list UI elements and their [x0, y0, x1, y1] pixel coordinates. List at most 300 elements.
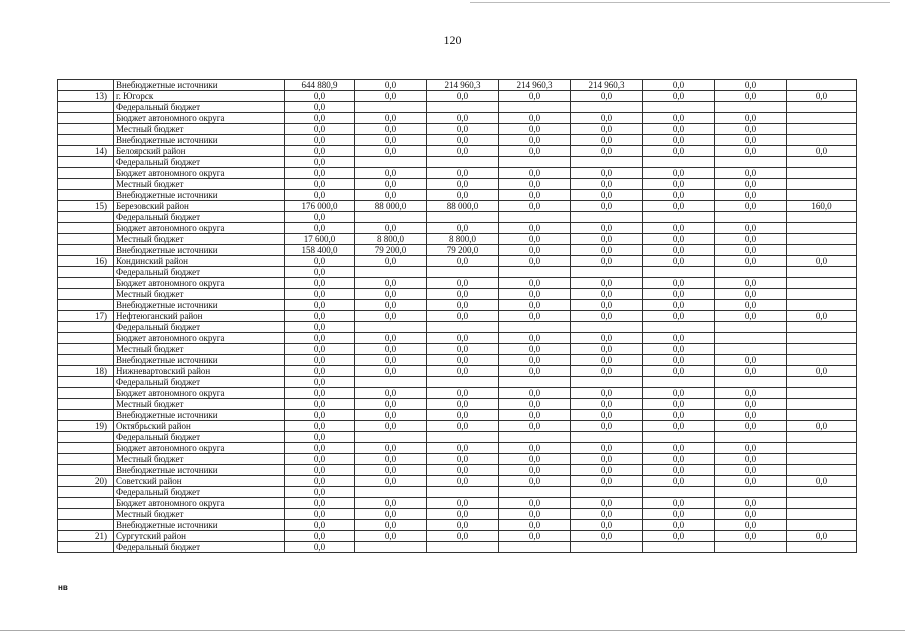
value-cell: [571, 267, 643, 278]
table-row: [58, 102, 857, 113]
value-cell: [427, 432, 499, 443]
value-cell: 0,0: [355, 443, 427, 454]
row-index-cell: 17): [58, 311, 114, 322]
value-cell: [571, 102, 643, 113]
value-cell: 0,0: [643, 476, 715, 487]
value-cell: [499, 102, 571, 113]
value-cell: 0,0: [787, 311, 857, 322]
value-cell: 8 800,0: [355, 234, 427, 245]
value-cell: 0,0: [643, 80, 715, 91]
value-cell: 0,0: [715, 124, 787, 135]
row-index-cell: [58, 300, 114, 311]
value-cell: [787, 388, 857, 399]
value-cell: 0,0: [499, 443, 571, 454]
value-cell: [787, 322, 857, 333]
table-row: [58, 234, 857, 245]
value-cell: 0,0: [715, 201, 787, 212]
value-cell: [787, 168, 857, 179]
value-cell: 0,0: [499, 355, 571, 366]
value-cell: 0,0: [715, 91, 787, 102]
value-cell: 0,0: [427, 190, 499, 201]
value-cell: [787, 190, 857, 201]
value-cell: [499, 487, 571, 498]
value-cell: 0,0: [715, 443, 787, 454]
value-cell: 0,0: [427, 311, 499, 322]
value-cell: 0,0: [285, 256, 355, 267]
value-cell: [787, 234, 857, 245]
value-cell: 0,0: [499, 300, 571, 311]
row-label-cell: Федеральный бюджет: [114, 102, 285, 113]
value-cell: 0,0: [571, 300, 643, 311]
value-cell: [427, 157, 499, 168]
value-cell: 0,0: [427, 443, 499, 454]
row-index-cell: [58, 410, 114, 421]
row-index-cell: [58, 267, 114, 278]
value-cell: 0,0: [427, 300, 499, 311]
table-row: [58, 509, 857, 520]
row-label-cell: Местный бюджет: [114, 344, 285, 355]
value-cell: [787, 113, 857, 124]
value-cell: 0,0: [285, 476, 355, 487]
value-cell: 0,0: [427, 366, 499, 377]
value-cell: 0,0: [427, 476, 499, 487]
value-cell: [427, 267, 499, 278]
value-cell: 0,0: [715, 289, 787, 300]
value-cell: 0,0: [715, 465, 787, 476]
value-cell: [355, 487, 427, 498]
row-label-cell: Внебюджетные источники: [114, 300, 285, 311]
value-cell: 0,0: [427, 410, 499, 421]
value-cell: 0,0: [499, 421, 571, 432]
row-label-cell: Федеральный бюджет: [114, 157, 285, 168]
value-cell: 0,0: [571, 278, 643, 289]
value-cell: 0,0: [427, 454, 499, 465]
value-cell: [787, 179, 857, 190]
value-cell: 0,0: [643, 278, 715, 289]
row-index-cell: [58, 190, 114, 201]
value-cell: 0,0: [499, 289, 571, 300]
value-cell: [715, 212, 787, 223]
value-cell: 0,0: [715, 80, 787, 91]
row-index-cell: [58, 333, 114, 344]
row-index-cell: 19): [58, 421, 114, 432]
table-row: [58, 487, 857, 498]
value-cell: [643, 377, 715, 388]
table-row: [58, 476, 857, 487]
value-cell: 0,0: [715, 410, 787, 421]
value-cell: 0,0: [285, 157, 355, 168]
table-row: [58, 300, 857, 311]
value-cell: 176 000,0: [285, 201, 355, 212]
value-cell: [643, 432, 715, 443]
value-cell: 0,0: [715, 190, 787, 201]
row-index-cell: [58, 135, 114, 146]
value-cell: 0,0: [499, 146, 571, 157]
value-cell: 0,0: [643, 91, 715, 102]
value-cell: 0,0: [571, 179, 643, 190]
value-cell: 0,0: [571, 256, 643, 267]
table-row: [58, 377, 857, 388]
table-row: [58, 531, 857, 542]
value-cell: [787, 102, 857, 113]
row-index-cell: 18): [58, 366, 114, 377]
value-cell: [499, 542, 571, 553]
value-cell: [787, 333, 857, 344]
row-label-cell: Внебюджетные источники: [114, 465, 285, 476]
value-cell: [715, 487, 787, 498]
value-cell: 0,0: [499, 509, 571, 520]
budget-table: [57, 79, 857, 553]
value-cell: 0,0: [571, 443, 643, 454]
value-cell: [787, 509, 857, 520]
value-cell: 644 880,9: [285, 80, 355, 91]
value-cell: 0,0: [715, 256, 787, 267]
table-row: [58, 146, 857, 157]
value-cell: [499, 322, 571, 333]
value-cell: 0,0: [715, 366, 787, 377]
value-cell: 0,0: [499, 410, 571, 421]
row-index-cell: [58, 223, 114, 234]
value-cell: [787, 223, 857, 234]
value-cell: 0,0: [715, 135, 787, 146]
table-row: [58, 80, 857, 91]
value-cell: [427, 102, 499, 113]
value-cell: [427, 212, 499, 223]
value-cell: [571, 432, 643, 443]
value-cell: 0,0: [643, 168, 715, 179]
value-cell: 0,0: [715, 498, 787, 509]
value-cell: 0,0: [355, 256, 427, 267]
value-cell: [787, 443, 857, 454]
value-cell: 0,0: [571, 454, 643, 465]
row-label-cell: Местный бюджет: [114, 509, 285, 520]
row-label-cell: Федеральный бюджет: [114, 487, 285, 498]
value-cell: 0,0: [285, 190, 355, 201]
value-cell: 0,0: [355, 124, 427, 135]
value-cell: 158 400,0: [285, 245, 355, 256]
value-cell: 0,0: [285, 432, 355, 443]
row-index-cell: [58, 454, 114, 465]
value-cell: 0,0: [499, 344, 571, 355]
value-cell: [715, 157, 787, 168]
value-cell: 0,0: [285, 388, 355, 399]
row-label-cell: Местный бюджет: [114, 454, 285, 465]
value-cell: 0,0: [499, 256, 571, 267]
value-cell: [715, 267, 787, 278]
value-cell: 0,0: [499, 223, 571, 234]
value-cell: 0,0: [427, 278, 499, 289]
value-cell: 0,0: [285, 135, 355, 146]
table-row: [58, 333, 857, 344]
value-cell: 0,0: [571, 91, 643, 102]
value-cell: [787, 289, 857, 300]
value-cell: [787, 157, 857, 168]
value-cell: 0,0: [643, 520, 715, 531]
value-cell: 0,0: [499, 311, 571, 322]
value-cell: 0,0: [571, 476, 643, 487]
row-index-cell: [58, 245, 114, 256]
row-index-cell: 21): [58, 531, 114, 542]
value-cell: 0,0: [715, 146, 787, 157]
value-cell: 0,0: [787, 256, 857, 267]
value-cell: [355, 377, 427, 388]
value-cell: 0,0: [285, 168, 355, 179]
value-cell: [355, 157, 427, 168]
row-label-cell: Местный бюджет: [114, 124, 285, 135]
table-row: [58, 190, 857, 201]
value-cell: 0,0: [643, 146, 715, 157]
value-cell: 0,0: [285, 542, 355, 553]
value-cell: 0,0: [427, 498, 499, 509]
value-cell: [643, 267, 715, 278]
value-cell: 0,0: [355, 179, 427, 190]
value-cell: 0,0: [787, 146, 857, 157]
value-cell: [427, 322, 499, 333]
value-cell: 0,0: [643, 113, 715, 124]
value-cell: 0,0: [499, 113, 571, 124]
scan-artifact-bottom: [0, 630, 905, 631]
value-cell: 8 800,0: [427, 234, 499, 245]
row-label-cell: Внебюджетные источники: [114, 190, 285, 201]
row-label-cell: Местный бюджет: [114, 399, 285, 410]
value-cell: 0,0: [285, 410, 355, 421]
row-label-cell: Федеральный бюджет: [114, 432, 285, 443]
value-cell: 0,0: [787, 531, 857, 542]
value-cell: 0,0: [643, 366, 715, 377]
table-row: [58, 289, 857, 300]
value-cell: 0,0: [787, 91, 857, 102]
row-label-cell: Нижневартовский район: [114, 366, 285, 377]
row-index-cell: [58, 498, 114, 509]
value-cell: 0,0: [571, 531, 643, 542]
value-cell: [643, 102, 715, 113]
value-cell: 0,0: [571, 366, 643, 377]
value-cell: [715, 322, 787, 333]
value-cell: 0,0: [643, 421, 715, 432]
value-cell: 0,0: [427, 179, 499, 190]
value-cell: 0,0: [571, 223, 643, 234]
row-index-cell: [58, 542, 114, 553]
table-row: [58, 212, 857, 223]
value-cell: 0,0: [285, 113, 355, 124]
value-cell: 0,0: [499, 498, 571, 509]
value-cell: [787, 399, 857, 410]
value-cell: 0,0: [285, 498, 355, 509]
table-row: [58, 168, 857, 179]
value-cell: 0,0: [355, 388, 427, 399]
value-cell: 0,0: [715, 278, 787, 289]
row-label-cell: Советский район: [114, 476, 285, 487]
row-label-cell: Бюджет автономного округа: [114, 443, 285, 454]
value-cell: 0,0: [499, 520, 571, 531]
value-cell: [571, 212, 643, 223]
value-cell: 79 200,0: [355, 245, 427, 256]
table-body: [58, 80, 857, 553]
value-cell: [499, 212, 571, 223]
value-cell: [643, 157, 715, 168]
table-row: [58, 388, 857, 399]
table-row: [58, 344, 857, 355]
value-cell: 0,0: [715, 520, 787, 531]
value-cell: 0,0: [355, 366, 427, 377]
value-cell: 0,0: [643, 410, 715, 421]
row-label-cell: Местный бюджет: [114, 234, 285, 245]
row-index-cell: [58, 465, 114, 476]
row-index-cell: [58, 355, 114, 366]
value-cell: 0,0: [571, 355, 643, 366]
value-cell: 0,0: [715, 113, 787, 124]
value-cell: 0,0: [715, 234, 787, 245]
value-cell: 0,0: [571, 333, 643, 344]
table-row: [58, 366, 857, 377]
value-cell: 0,0: [715, 311, 787, 322]
row-index-cell: [58, 289, 114, 300]
value-cell: 0,0: [355, 80, 427, 91]
value-cell: 0,0: [571, 498, 643, 509]
value-cell: 0,0: [643, 201, 715, 212]
table-row: [58, 498, 857, 509]
value-cell: 0,0: [787, 421, 857, 432]
value-cell: 0,0: [571, 146, 643, 157]
page-number: 120: [443, 33, 462, 47]
value-cell: [643, 212, 715, 223]
row-label-cell: Федеральный бюджет: [114, 377, 285, 388]
value-cell: 0,0: [355, 168, 427, 179]
value-cell: 0,0: [285, 355, 355, 366]
value-cell: 0,0: [355, 465, 427, 476]
value-cell: 0,0: [285, 212, 355, 223]
row-index-cell: [58, 377, 114, 388]
row-index-cell: [58, 509, 114, 520]
value-cell: 0,0: [285, 366, 355, 377]
row-label-cell: Сургутский район: [114, 531, 285, 542]
row-index-cell: [58, 157, 114, 168]
value-cell: [499, 377, 571, 388]
value-cell: [787, 124, 857, 135]
value-cell: [787, 520, 857, 531]
value-cell: 214 960,3: [499, 80, 571, 91]
table-row: [58, 443, 857, 454]
value-cell: 0,0: [285, 300, 355, 311]
value-cell: 0,0: [499, 399, 571, 410]
row-index-cell: [58, 124, 114, 135]
row-index-cell: 16): [58, 256, 114, 267]
row-index-cell: 15): [58, 201, 114, 212]
value-cell: 0,0: [715, 476, 787, 487]
value-cell: 0,0: [355, 135, 427, 146]
value-cell: 0,0: [643, 124, 715, 135]
value-cell: 0,0: [571, 289, 643, 300]
value-cell: 0,0: [571, 399, 643, 410]
value-cell: 0,0: [285, 333, 355, 344]
value-cell: 0,0: [643, 256, 715, 267]
value-cell: 0,0: [285, 377, 355, 388]
value-cell: 0,0: [643, 388, 715, 399]
value-cell: 0,0: [643, 399, 715, 410]
value-cell: 0,0: [571, 311, 643, 322]
value-cell: 0,0: [355, 91, 427, 102]
table-row: [58, 520, 857, 531]
value-cell: [787, 542, 857, 553]
value-cell: 0,0: [715, 179, 787, 190]
value-cell: [715, 377, 787, 388]
table-row: [58, 267, 857, 278]
row-index-cell: [58, 520, 114, 531]
row-label-cell: Березовский район: [114, 201, 285, 212]
value-cell: 0,0: [285, 443, 355, 454]
value-cell: 0,0: [643, 245, 715, 256]
value-cell: 0,0: [355, 344, 427, 355]
value-cell: 0,0: [499, 124, 571, 135]
value-cell: 0,0: [285, 289, 355, 300]
value-cell: [715, 102, 787, 113]
value-cell: [787, 267, 857, 278]
value-cell: 0,0: [427, 289, 499, 300]
value-cell: 0,0: [499, 245, 571, 256]
value-cell: [571, 542, 643, 553]
value-cell: 0,0: [499, 476, 571, 487]
value-cell: [715, 333, 787, 344]
value-cell: 0,0: [571, 234, 643, 245]
value-cell: [787, 454, 857, 465]
table-row: [58, 410, 857, 421]
value-cell: [427, 487, 499, 498]
value-cell: 0,0: [787, 366, 857, 377]
value-cell: 0,0: [571, 245, 643, 256]
value-cell: 0,0: [643, 289, 715, 300]
value-cell: [787, 487, 857, 498]
row-label-cell: Местный бюджет: [114, 179, 285, 190]
row-index-cell: [58, 399, 114, 410]
row-label-cell: Бюджет автономного округа: [114, 333, 285, 344]
value-cell: 0,0: [285, 520, 355, 531]
value-cell: [787, 498, 857, 509]
value-cell: 0,0: [355, 421, 427, 432]
value-cell: 0,0: [355, 509, 427, 520]
value-cell: [715, 344, 787, 355]
value-cell: 0,0: [571, 520, 643, 531]
row-index-cell: [58, 322, 114, 333]
value-cell: 0,0: [499, 190, 571, 201]
value-cell: 0,0: [787, 476, 857, 487]
value-cell: 0,0: [285, 146, 355, 157]
row-label-cell: Внебюджетные источники: [114, 410, 285, 421]
value-cell: [787, 278, 857, 289]
value-cell: 0,0: [715, 355, 787, 366]
value-cell: [643, 487, 715, 498]
value-cell: 0,0: [355, 113, 427, 124]
row-label-cell: Бюджет автономного округа: [114, 278, 285, 289]
value-cell: 0,0: [643, 344, 715, 355]
row-index-cell: [58, 432, 114, 443]
value-cell: 0,0: [427, 355, 499, 366]
value-cell: 0,0: [355, 531, 427, 542]
row-index-cell: [58, 80, 114, 91]
value-cell: 0,0: [427, 399, 499, 410]
value-cell: 0,0: [643, 234, 715, 245]
value-cell: 0,0: [427, 388, 499, 399]
value-cell: 0,0: [285, 465, 355, 476]
row-label-cell: Кондинский район: [114, 256, 285, 267]
value-cell: 0,0: [499, 168, 571, 179]
value-cell: [355, 432, 427, 443]
table-row: [58, 322, 857, 333]
row-label-cell: Внебюджетные источники: [114, 80, 285, 91]
row-index-cell: [58, 212, 114, 223]
value-cell: 0,0: [715, 223, 787, 234]
table-row: [58, 432, 857, 443]
row-label-cell: Внебюджетные источники: [114, 135, 285, 146]
